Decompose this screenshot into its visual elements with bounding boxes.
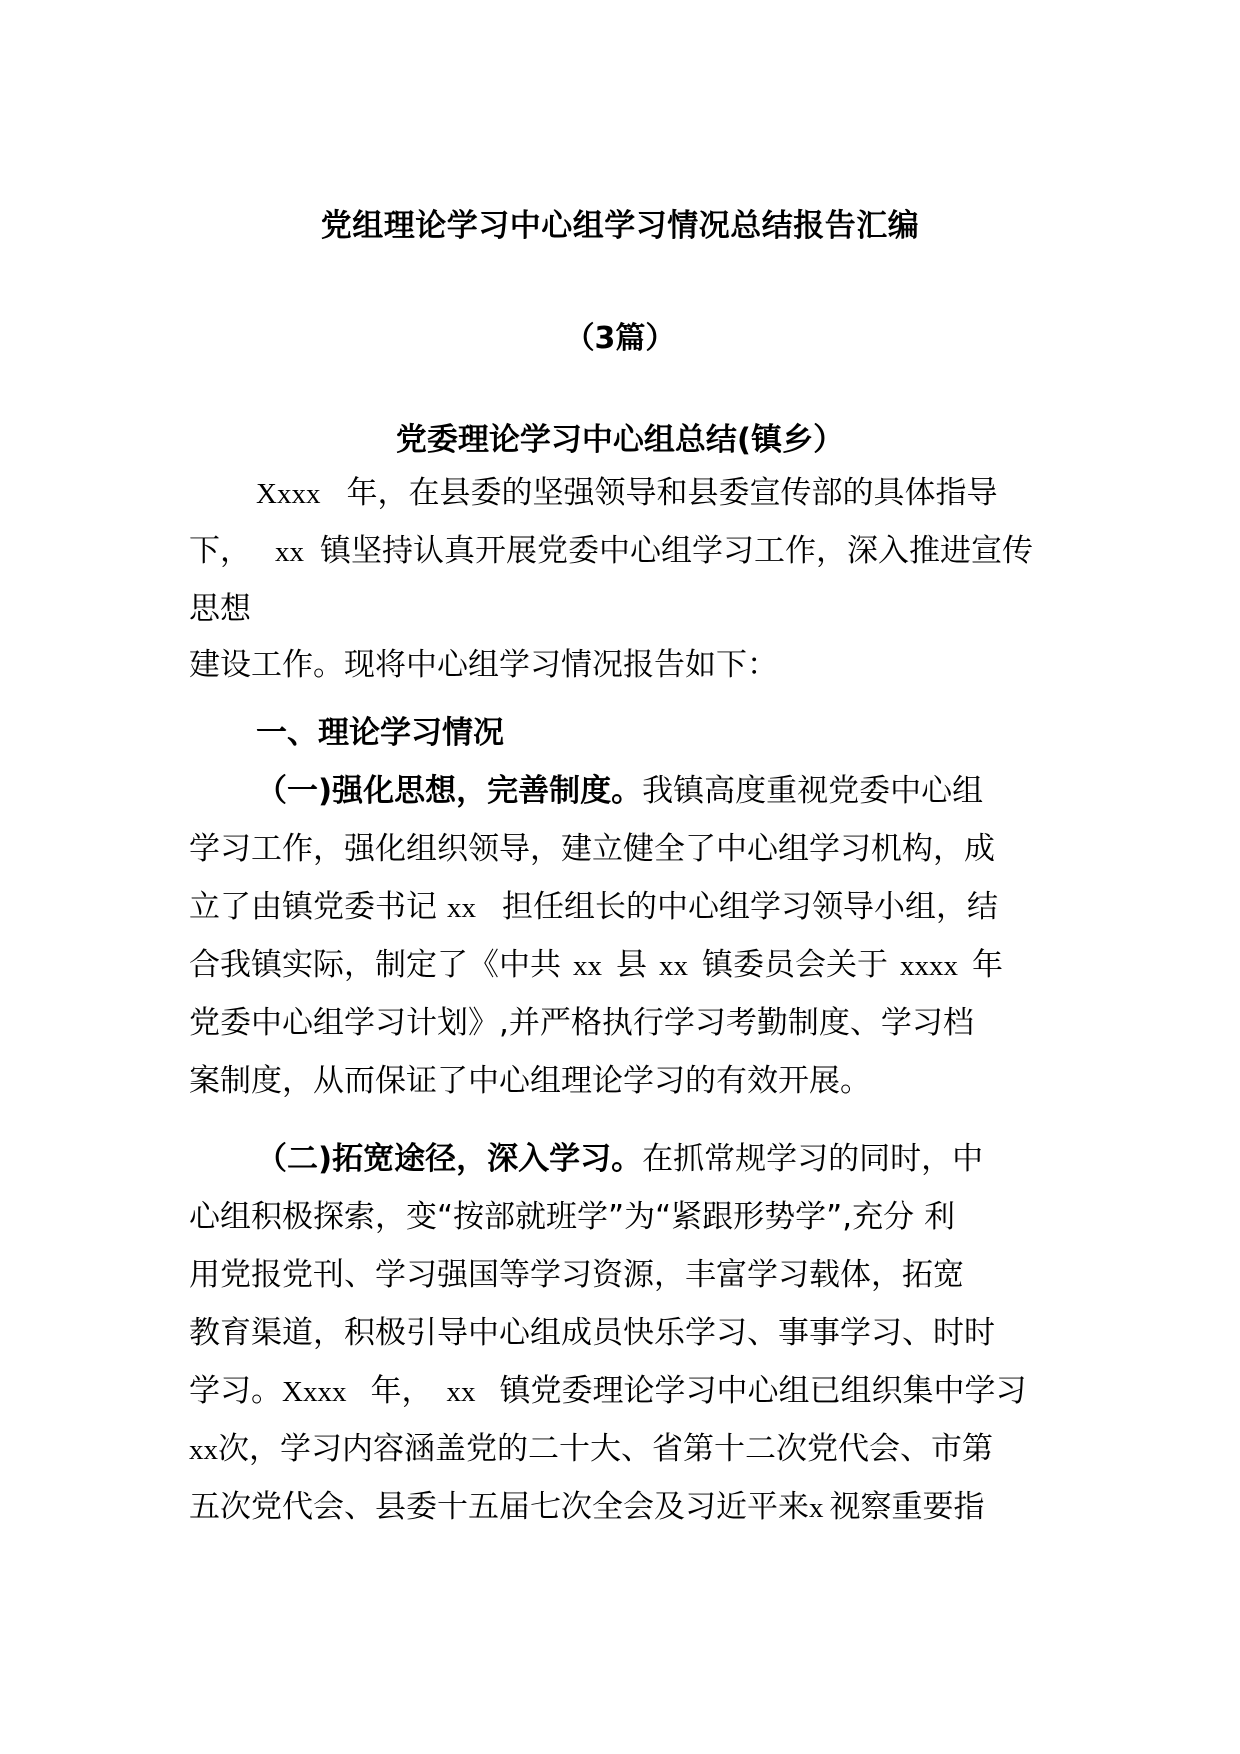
intro-line-1 bbox=[256, 473, 997, 514]
text-run: 用党报党刊、学习强国等学习资源，丰富学习载体，拓宽 bbox=[189, 1257, 964, 1293]
text-run: 下， bbox=[189, 533, 251, 569]
p1-line-3 bbox=[189, 887, 998, 928]
text-run: 合我镇实际，制定了《中共 bbox=[189, 947, 561, 983]
text-run: xxxx bbox=[900, 950, 958, 982]
document-count: （3篇） bbox=[564, 321, 676, 356]
text-run: 年 bbox=[972, 947, 1003, 983]
p2-line-1 bbox=[256, 1139, 983, 1179]
p1-line-4 bbox=[189, 945, 1003, 986]
text-run: 县 bbox=[616, 947, 647, 983]
text-run: xx bbox=[447, 892, 476, 924]
text-run: Xxxx bbox=[282, 1376, 347, 1408]
text-run: 在抓常规学习的同时，中 bbox=[642, 1141, 984, 1177]
text-run: xx bbox=[275, 536, 304, 568]
text-run: x bbox=[809, 1492, 824, 1524]
document-subtitle: 党委理论学习中心组总结(镇乡） bbox=[395, 422, 845, 458]
p2-line-2 bbox=[189, 1197, 955, 1237]
section-heading: 一、理论学习情况 bbox=[256, 715, 504, 751]
text-run: 视察重要指 bbox=[829, 1489, 985, 1525]
p1-line-2 bbox=[189, 829, 995, 869]
p2-line-7 bbox=[189, 1487, 985, 1528]
intro-line-3 bbox=[189, 589, 251, 629]
intro-line-4 bbox=[189, 645, 778, 685]
text-run: 镇坚持认真开展党委中心组学习工作，深入推进宣传 bbox=[320, 533, 1033, 569]
text-run: 镇委员会关于 bbox=[702, 947, 888, 983]
p1-lead: （一)强化思想，完善制度。 bbox=[256, 773, 643, 809]
text-run: 立了由镇党委书记 bbox=[189, 889, 437, 925]
text-run: 建设工作。现将中心组学习情况报告如下： bbox=[189, 647, 778, 683]
text-run: 担任组长的中心组学习领导小组，结 bbox=[502, 889, 998, 925]
p2-line-4 bbox=[189, 1313, 995, 1353]
text-run: 学习。 bbox=[189, 1373, 282, 1409]
text-run: 学习工作，强化组织领导，建立健全了中心组学习机构，成 bbox=[189, 831, 995, 867]
text-run: 思想 bbox=[189, 591, 251, 627]
text-run: 党委中心组学习计划》,并严格执行学习考勤制度、学习档 bbox=[189, 1005, 974, 1041]
text-run: 年，在县委的坚强领导和县委宣传部的具体指导 bbox=[346, 475, 998, 511]
text-run: 案制度，从而保证了中心组理论学习的有效开展。 bbox=[189, 1063, 871, 1099]
intro-line-2 bbox=[189, 531, 1033, 572]
text-run: 次，学习内容涵盖党的二十大、省第十二次党代会、市第 bbox=[218, 1431, 993, 1467]
document-title: 党组理论学习中心组学习情况总结报告汇编 bbox=[320, 208, 920, 244]
p1-line-1 bbox=[256, 771, 983, 811]
p2-line-6 bbox=[189, 1429, 993, 1470]
p1-line-5 bbox=[189, 1003, 974, 1043]
p2-line-3 bbox=[189, 1255, 964, 1295]
text-run: Xxxx bbox=[256, 478, 321, 510]
text-run: 镇党委理论学习中心组已组织集中学习 bbox=[499, 1373, 1027, 1409]
text-run: xx bbox=[446, 1376, 476, 1408]
text-run: 心组积极探索，变“按部就班学”为“紧跟形势学”,充分 利 bbox=[189, 1199, 955, 1235]
p2-line-5 bbox=[189, 1371, 1026, 1412]
text-run: 五次党代会、县委十五届七次全会及习近平来 bbox=[189, 1489, 809, 1525]
p2-lead: （二)拓宽途径，深入学习。 bbox=[256, 1141, 643, 1177]
text-run: 我镇高度重视党委中心组 bbox=[642, 773, 984, 809]
text-run: xx bbox=[573, 950, 602, 982]
text-run: xx bbox=[659, 950, 688, 982]
text-run: 教育渠道，积极引导中心组成员快乐学习、事事学习、时时 bbox=[189, 1315, 995, 1351]
p1-line-6 bbox=[189, 1061, 871, 1101]
text-run: 年， bbox=[370, 1373, 433, 1409]
text-run: xx bbox=[189, 1434, 218, 1466]
